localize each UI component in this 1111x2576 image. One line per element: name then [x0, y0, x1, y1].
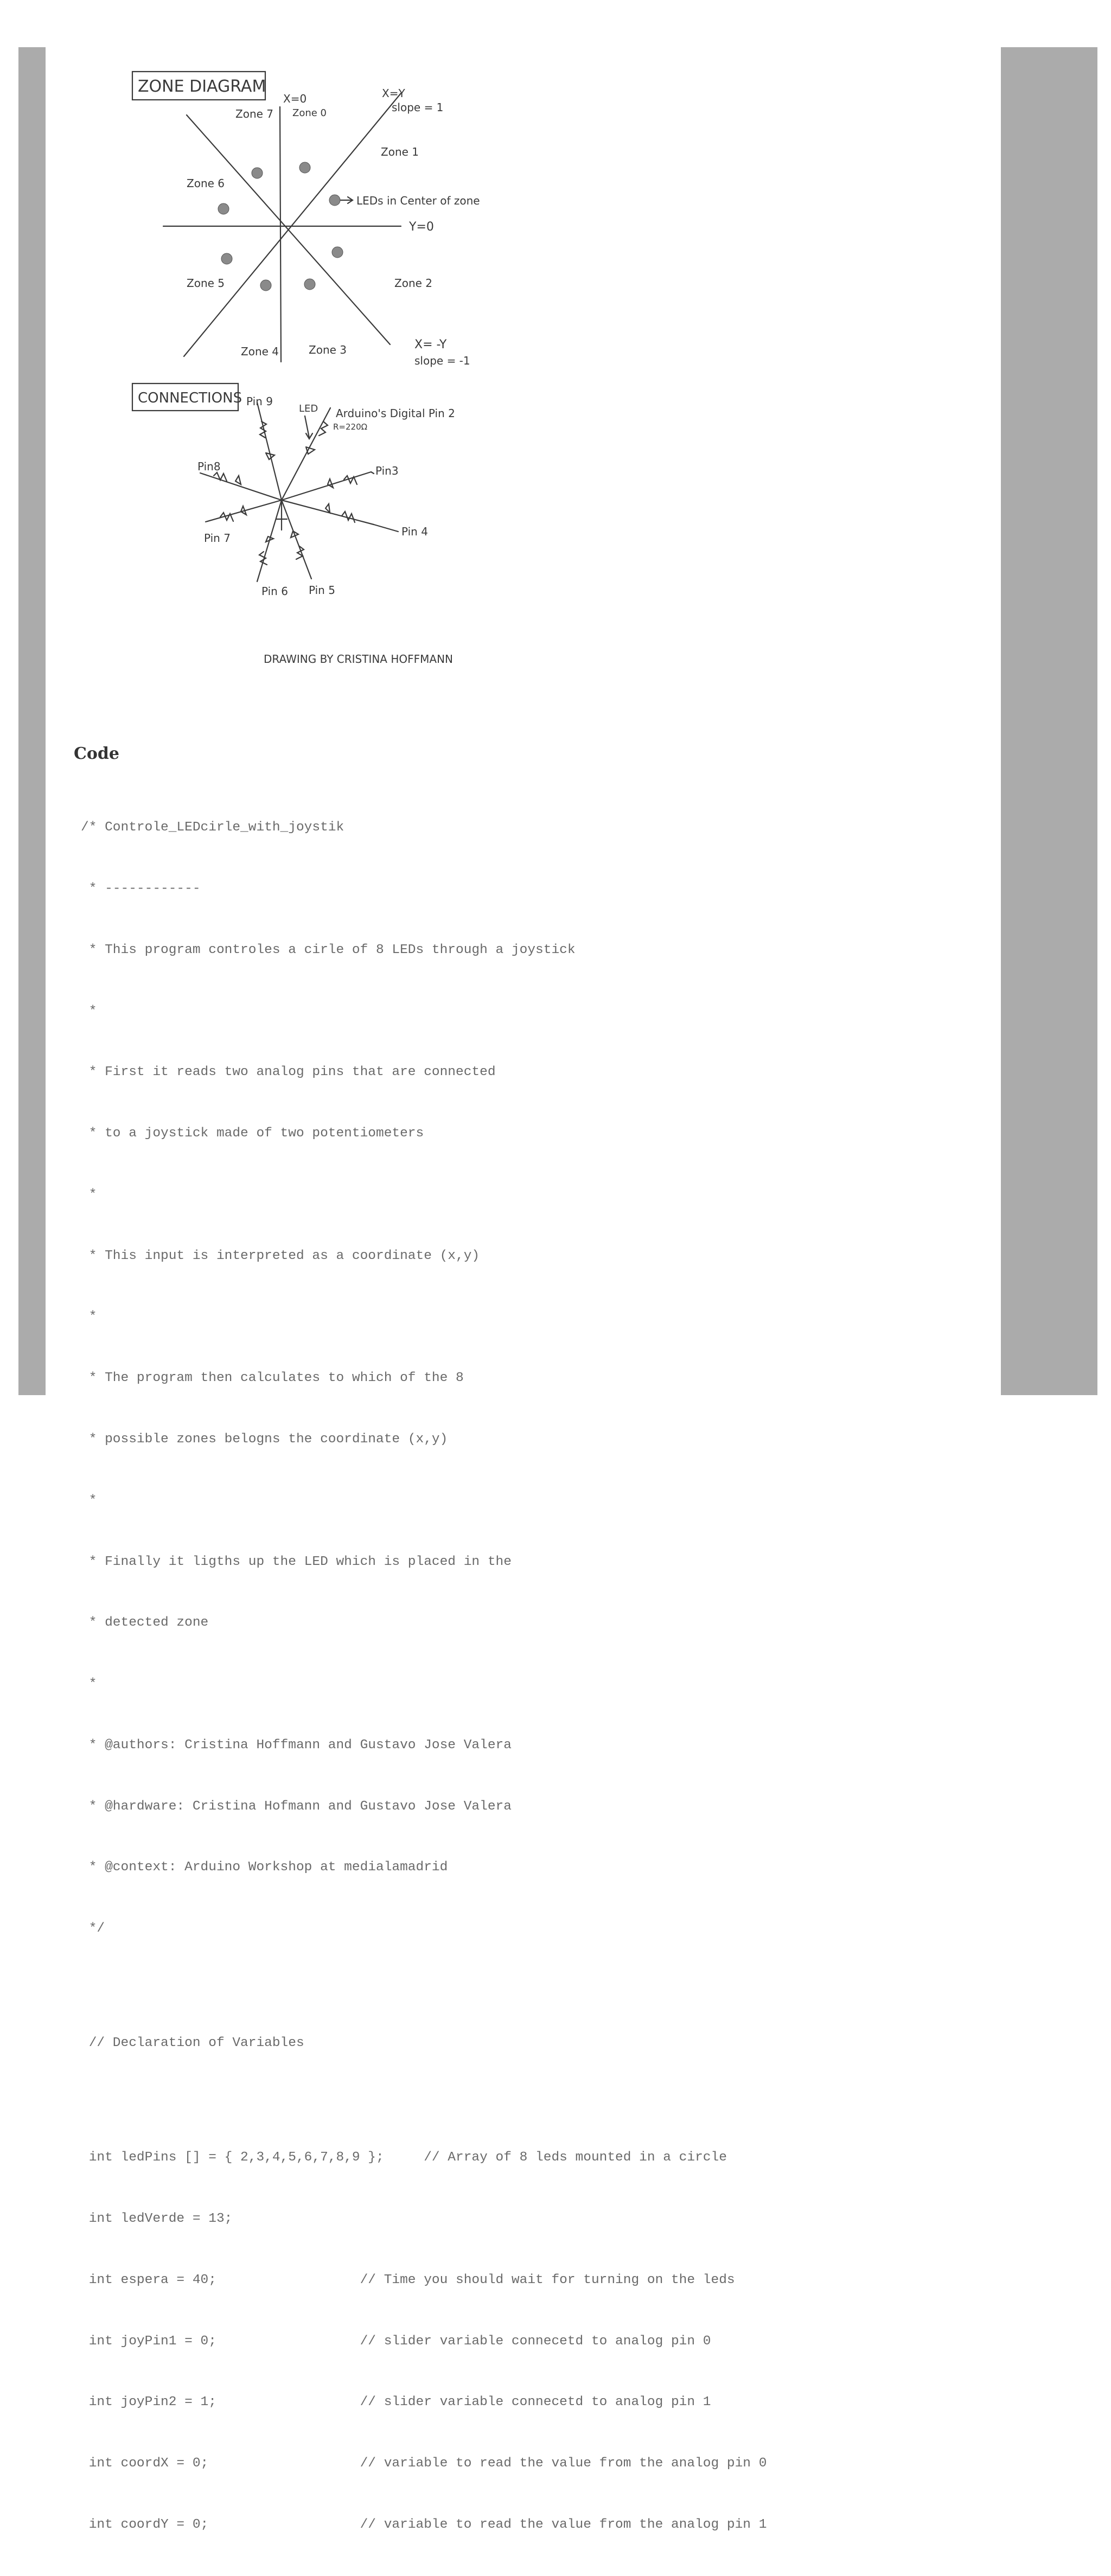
wire-pin8: [200, 473, 282, 500]
label-pin5: Pin 5: [309, 584, 335, 597]
code-line: *: [81, 1309, 97, 1325]
led-dot-zone6: [218, 203, 229, 214]
led-dot-zone2: [332, 247, 343, 258]
code-line: *: [81, 1187, 97, 1202]
connections-title: CONNECTIONS: [138, 390, 242, 406]
label-pin2: Arduino's Digital Pin 2: [336, 407, 455, 420]
code-gap: [81, 2094, 976, 2107]
code-line: int ledPins [] = { 2,3,4,5,6,7,8,9 }; // Array of 8 leds mounted in a circle: [81, 2150, 727, 2165]
label-zone7: Zone 7: [235, 107, 273, 120]
code-line: int joyPin2 = 1; // slider variable connecetd to analog pin 1: [81, 2395, 711, 2410]
led-dot-zone1: [329, 195, 340, 206]
label-zone5: Zone 5: [187, 277, 225, 290]
resistor-pin2: [319, 421, 328, 436]
label-y0: Y=0: [409, 220, 434, 234]
code-line: int ledVerde = 13;: [81, 2211, 233, 2226]
label-zone3: Zone 3: [309, 343, 347, 356]
code-line: * @hardware: Cristina Hofmann and Gustavo Jose Valera: [81, 1799, 512, 1814]
resistor-pin8: [214, 472, 227, 481]
code-line: * This program controles a cirle of 8 LEDs through a joystick: [81, 942, 576, 957]
axis-x-y: [184, 93, 401, 356]
label-zone2: Zone 2: [394, 277, 432, 290]
code-line: *: [81, 1493, 97, 1508]
pin3-tail: [371, 472, 374, 474]
label-x-neg-y-slope: slope = -1: [414, 354, 470, 367]
code-line: int coordY = 0; // variable to read the value from the analog pin 1: [81, 2517, 767, 2532]
left-margin-bar: [18, 47, 46, 1395]
code-line: * possible zones belogns the coordinate (x,y): [81, 1432, 448, 1447]
code-line: */: [81, 1921, 105, 1936]
led-dot-zone3: [304, 279, 315, 290]
label-resistor: R=220Ω: [333, 422, 368, 432]
code-section-heading: Code: [74, 744, 119, 763]
wire-pin5: [282, 500, 311, 579]
diode-pin3: [328, 479, 333, 488]
axis-x0: [280, 107, 281, 362]
label-zone6: Zone 6: [187, 177, 225, 190]
label-xy-slope: slope = 1: [392, 101, 444, 114]
code-line: * This input is interpreted as a coordinate (x,y): [81, 1248, 480, 1263]
hand-drawn-figure: [78, 47, 566, 714]
code-line: * @context: Arduino Workshop at medialamadrid: [81, 1860, 448, 1875]
code-line: int espera = 40; // Time you should wait for turning on the leds: [81, 2272, 735, 2287]
label-pin4: Pin 4: [401, 525, 428, 538]
led-dot-zone7: [252, 168, 263, 178]
label-led-note: LEDs in Center of zone: [356, 194, 480, 207]
label-pin7: Pin 7: [204, 532, 231, 545]
code-line: int coordX = 0; // variable to read the value from the analog pin 0: [81, 2456, 767, 2471]
code-gap: [81, 1980, 976, 1992]
wire-pin3: [282, 472, 371, 500]
led-dot-zone5: [221, 253, 232, 264]
wire-pin4: [282, 500, 374, 525]
code-line: * First it reads two analog pins that are connected: [81, 1065, 496, 1080]
label-pin9: Pin 9: [246, 395, 273, 408]
led-dot-zone0: [299, 162, 310, 173]
wire-pin9: [257, 402, 282, 500]
wire-pin7: [206, 500, 282, 522]
label-pin8: Pin8: [197, 460, 221, 473]
zone-diagram-title: ZONE DIAGRAM: [138, 77, 266, 96]
diode-pin2: [306, 447, 315, 454]
label-zone4: Zone 4: [241, 345, 279, 358]
label-pin3: Pin3: [375, 464, 399, 477]
label-x-neg-y: X= -Y: [414, 338, 447, 351]
zone-and-connections-drawing: [78, 47, 566, 714]
code-line: * Finally it ligths up the LED which is placed in the: [81, 1554, 512, 1569]
label-x0: X=0: [283, 92, 307, 105]
code-line: * @authors: Cristina Hoffmann and Gustavo Jose Valera: [81, 1737, 512, 1753]
code-line: * ------------: [81, 881, 201, 896]
code-line: *: [81, 1677, 97, 1692]
diode-pin4: [325, 504, 330, 513]
label-zone0: Zone 0: [292, 107, 327, 119]
led-dot-zone4: [260, 280, 271, 291]
code-line: int joyPin1 = 0; // slider variable connecetd to analog pin 0: [81, 2334, 711, 2349]
pin4-tail: [374, 525, 398, 532]
label-zone1: Zone 1: [381, 145, 419, 158]
code-line: * detected zone: [81, 1615, 209, 1631]
label-xy: X=Y: [382, 87, 405, 100]
code-listing: [81, 777, 976, 2576]
page-content: [46, 47, 1001, 2532]
label-pin6: Pin 6: [261, 585, 288, 598]
drawing-credit: DRAWING BY CRISTINA HOFFMANN: [264, 653, 453, 666]
label-led: LED: [299, 403, 318, 414]
code-line: * The program then calculates to which of the 8: [81, 1371, 464, 1386]
right-margin-bar: [1001, 47, 1097, 1395]
diode-pin8: [235, 476, 241, 484]
code-line: /* Controle_LEDcirle_with_joystik: [81, 820, 344, 835]
code-line: // Declaration of Variables: [81, 2036, 304, 2051]
code-line: * to a joystick made of two potentiometers: [81, 1126, 424, 1141]
code-line: *: [81, 1003, 97, 1019]
